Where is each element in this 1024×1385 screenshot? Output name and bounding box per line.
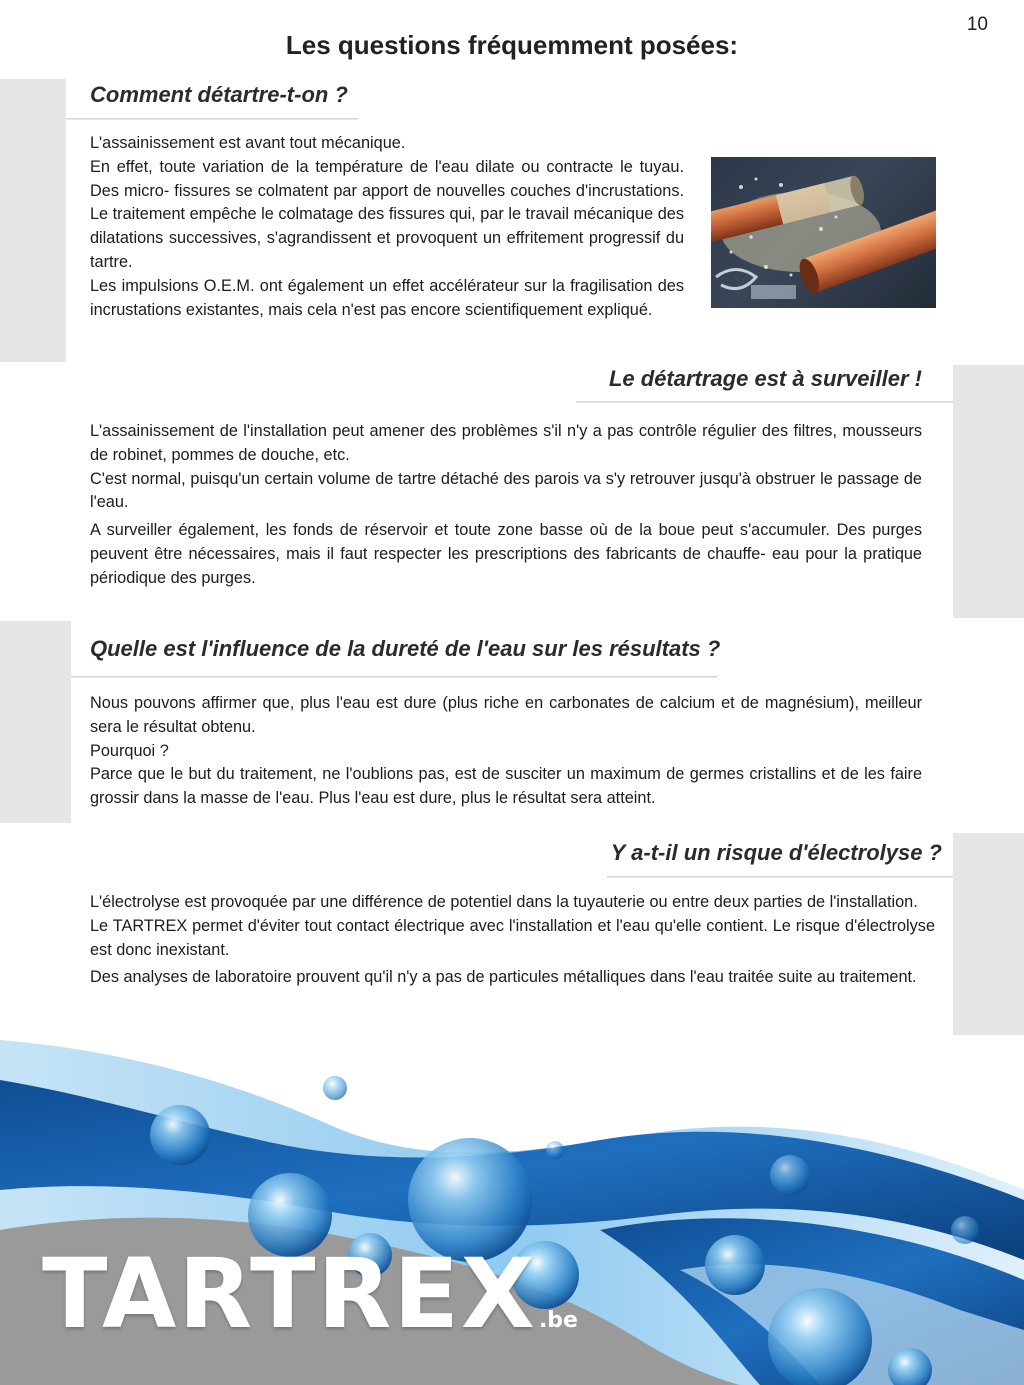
paragraph: Nous pouvons affirmer que, plus l'eau est dure (plus riche en carbonates de calcium et de magnésium), meilleur sera le résultat obtenu. <box>90 694 922 736</box>
paragraph: Des analyses de laboratoire prouvent qu'il n'y a pas de particules métalliques dans l'eau traitée suite au traitement. <box>90 968 917 987</box>
section-rule <box>607 876 953 878</box>
section-band-left <box>0 621 71 823</box>
section-rule <box>66 118 358 120</box>
section-band-right <box>953 833 1024 1035</box>
paragraph: L'électrolyse est provoquée par une différence de potentiel dans la tuyauterie ou entre deux parties de l'installation. <box>90 893 918 911</box>
section-heading: Quelle est l'influence de la dureté de l'eau sur les résultats ? <box>90 636 721 661</box>
section-band-left <box>0 79 66 362</box>
paragraph: Les impulsions O.E.M. ont également un effet accélérateur sur la fragilisation des incrustations existantes, mais cela n'est pas encore scientifiquement expliqué. <box>90 276 684 319</box>
brand-logo <box>42 1238 578 1350</box>
paragraph: En effet, toute variation de la température de l'eau dilate ou contracte le tuyau. Des micro- fissures se colmatent par apport de nouvelles couches d'incrustations. Le traitement empêche le colmatage des fissures qui, par le travail mécanique des dilatations successives, s'agrandissent et provoquent un effritement progressif du tartre. <box>90 157 684 271</box>
section-heading: Comment détartre-t-on ? <box>90 82 348 107</box>
paragraph: Pourquoi ? <box>90 741 169 760</box>
paragraph: Parce que le but du traitement, ne l'oublions pas, est de susciter un maximum de germes cristallins et de les faire grossir dans la masse de l'eau. Plus l'eau est dure, plus le résultat sera atteint. <box>90 765 922 808</box>
section-body <box>90 420 922 591</box>
brand-name: TARTREX <box>42 1238 537 1350</box>
paragraph: C'est normal, puisqu'un certain volume de tartre détaché des parois va s'y retrouver jusqu'à obstruer le passage de l'eau. <box>90 469 922 512</box>
paragraph: L'assainissement de l'installation peut amener des problèmes s'il n'y a pas contrôle régulier des filtres, mousseurs de robinet, pommes de douche, etc. <box>90 422 922 464</box>
page-title: Les questions fréquemment posées: <box>285 30 739 60</box>
paragraph: Le TARTREX permet d'éviter tout contact électrique avec l'installation et l'eau qu'elle contient. Le risque d'électrolyse est donc inexistant. <box>90 916 935 959</box>
descaled-pipe-photo <box>711 157 936 308</box>
section-rule <box>71 676 717 678</box>
section-body <box>90 692 922 811</box>
section-heading: Le détartrage est à surveiller ! <box>608 366 922 391</box>
paragraph: A surveiller également, les fonds de réservoir et toute zone basse où de la boue peut s'accumuler. Des purges peuvent être nécessaires, mais il faut respecter les prescriptions des fabricants de chauffe- eau pour la pratique périodique des purges. <box>90 521 922 587</box>
brand-suffix: .be <box>538 1308 578 1333</box>
page-number: 10 <box>966 14 988 35</box>
section-rule <box>576 401 953 403</box>
paragraph: L'assainissement est avant tout mécanique. <box>90 134 406 152</box>
section-body <box>90 891 935 990</box>
section-body <box>90 132 684 322</box>
section-heading: Y a-t-il un risque d'électrolyse ? <box>610 840 942 865</box>
section-band-right <box>953 365 1024 618</box>
